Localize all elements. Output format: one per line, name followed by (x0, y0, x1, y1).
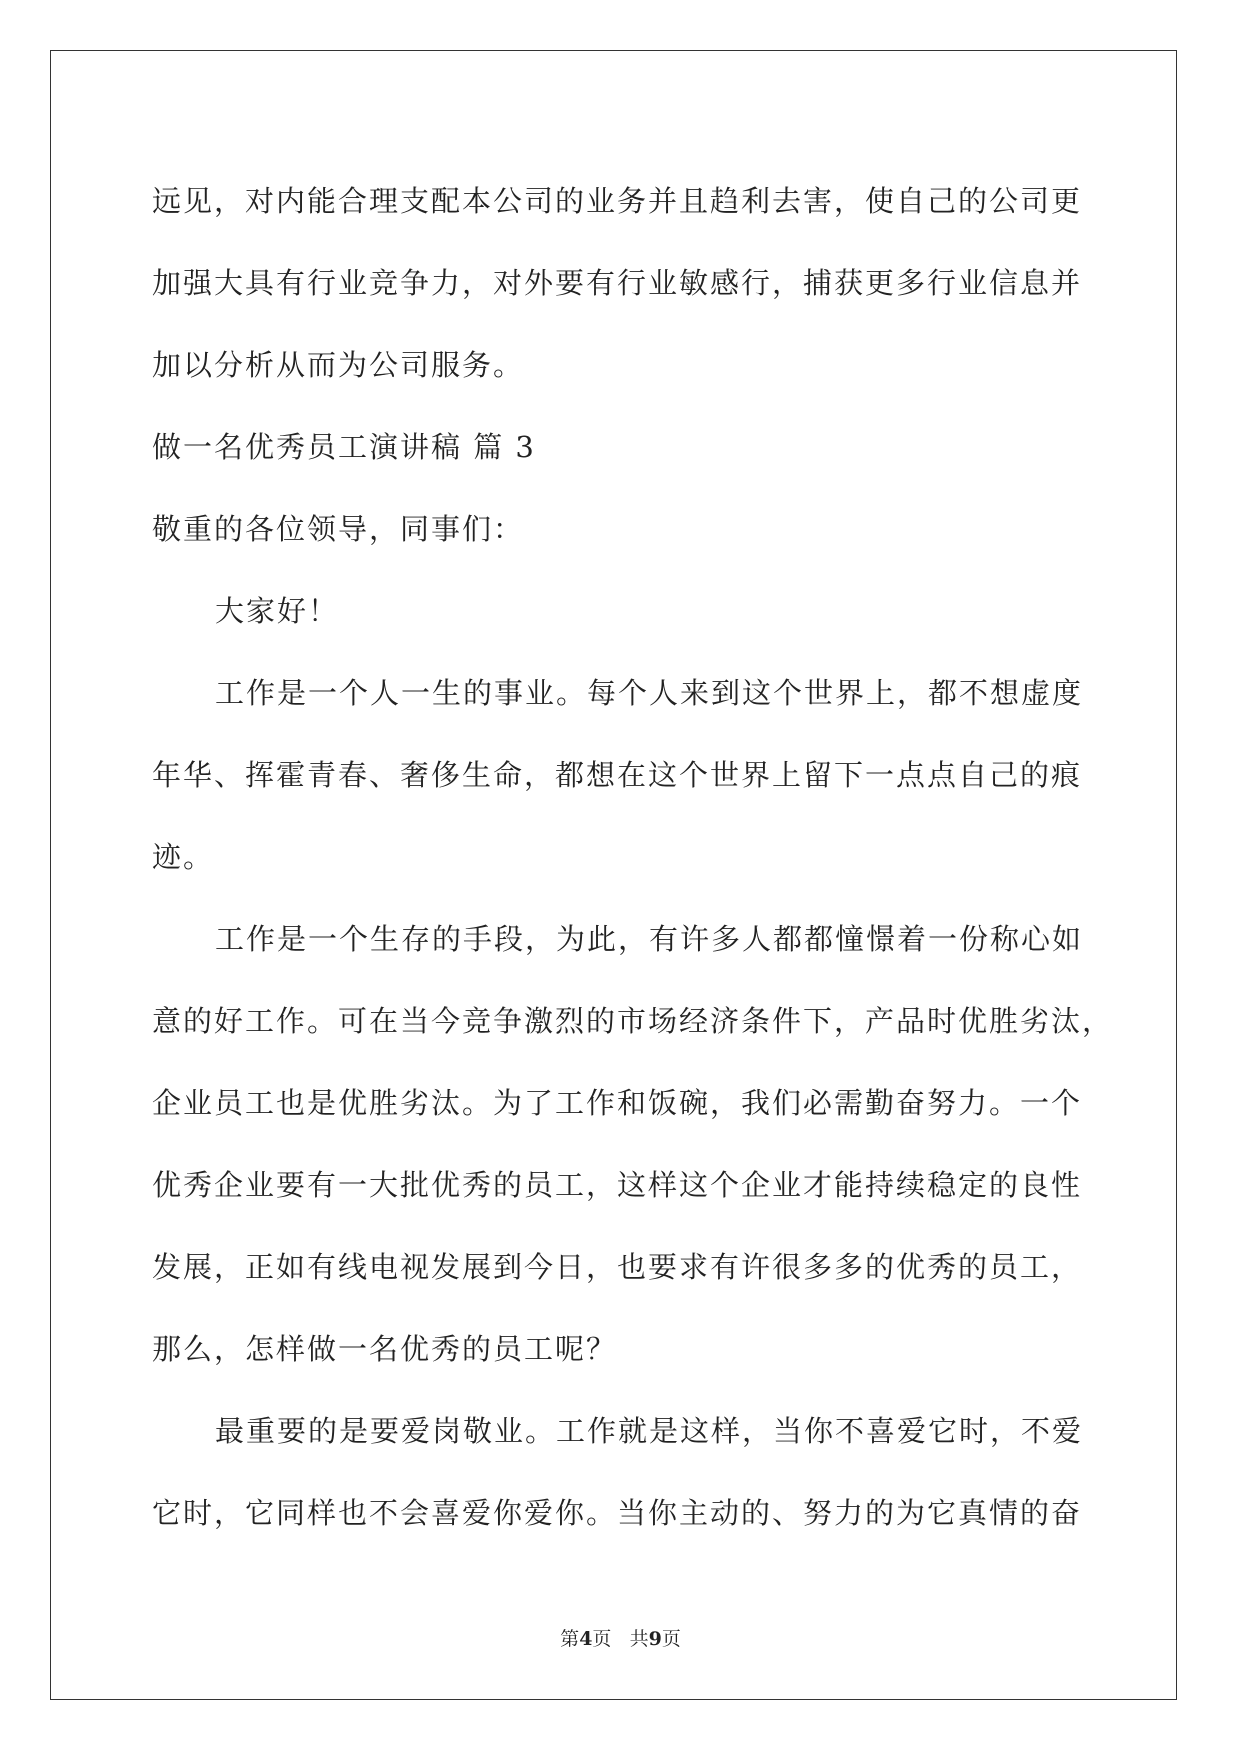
text-line: 工作是一个人一生的事业。每个人来到这个世界上，都不想虚度 (215, 676, 1084, 710)
document-body (152, 160, 1114, 1554)
text-line: 远见，对内能合理支配本公司的业务并且趋利去害，使自己的公司更 (152, 184, 1083, 218)
total-pages-number: 9 (648, 1628, 662, 1650)
text-line: 最重要的是要爱岗敬业。工作就是这样，当你不喜爱它时，不爱 (215, 1414, 1084, 1448)
salutation: 敬重的各位领导，同事们： (152, 512, 525, 546)
text-line: 企业员工也是优胜劣汰。为了工作和饭碗，我们必需勤奋努力。一个 (152, 1086, 1083, 1120)
text-line: 迹。 (152, 840, 215, 874)
text-line: 优秀企业要有一大批优秀的员工，这样这个企业才能持续稳定的良性 (152, 1168, 1083, 1202)
footer-page-word: 页 (592, 1628, 612, 1650)
text-line: 它时，它同样也不会喜爱你爱你。当你主动的、努力的为它真情的奋 (152, 1496, 1083, 1530)
footer-total-suffix: 页 (661, 1628, 681, 1650)
text-line: 发展，正如有线电视发展到今日，也要求有许很多多的优秀的员工， (152, 1250, 1083, 1284)
section-heading: 做一名优秀员工演讲稿 篇 3 (152, 430, 536, 464)
footer-prefix: 第 (560, 1628, 580, 1650)
footer-total-prefix: 共 (629, 1628, 649, 1650)
text-line: 加以分析从而为公司服务。 (152, 348, 525, 382)
text-line: 意的好工作。可在当今竞争激烈的市场经济条件下，产品时优胜劣汰， (152, 1004, 1114, 1038)
greeting: 大家好！ (215, 594, 340, 628)
text-line: 那么，怎样做一名优秀的员工呢？ (152, 1332, 618, 1366)
text-line: 加强大具有行业竞争力，对外要有行业敏感行，捕获更多行业信息并 (152, 266, 1083, 300)
current-page-number: 4 (579, 1628, 593, 1650)
text-line: 工作是一个生存的手段，为此，有许多人都都憧憬着一份称心如 (215, 922, 1084, 956)
page-footer (0, 1624, 1241, 1651)
text-line: 年华、挥霍青春、奢侈生命，都想在这个世界上留下一点点自己的痕 (152, 758, 1083, 792)
